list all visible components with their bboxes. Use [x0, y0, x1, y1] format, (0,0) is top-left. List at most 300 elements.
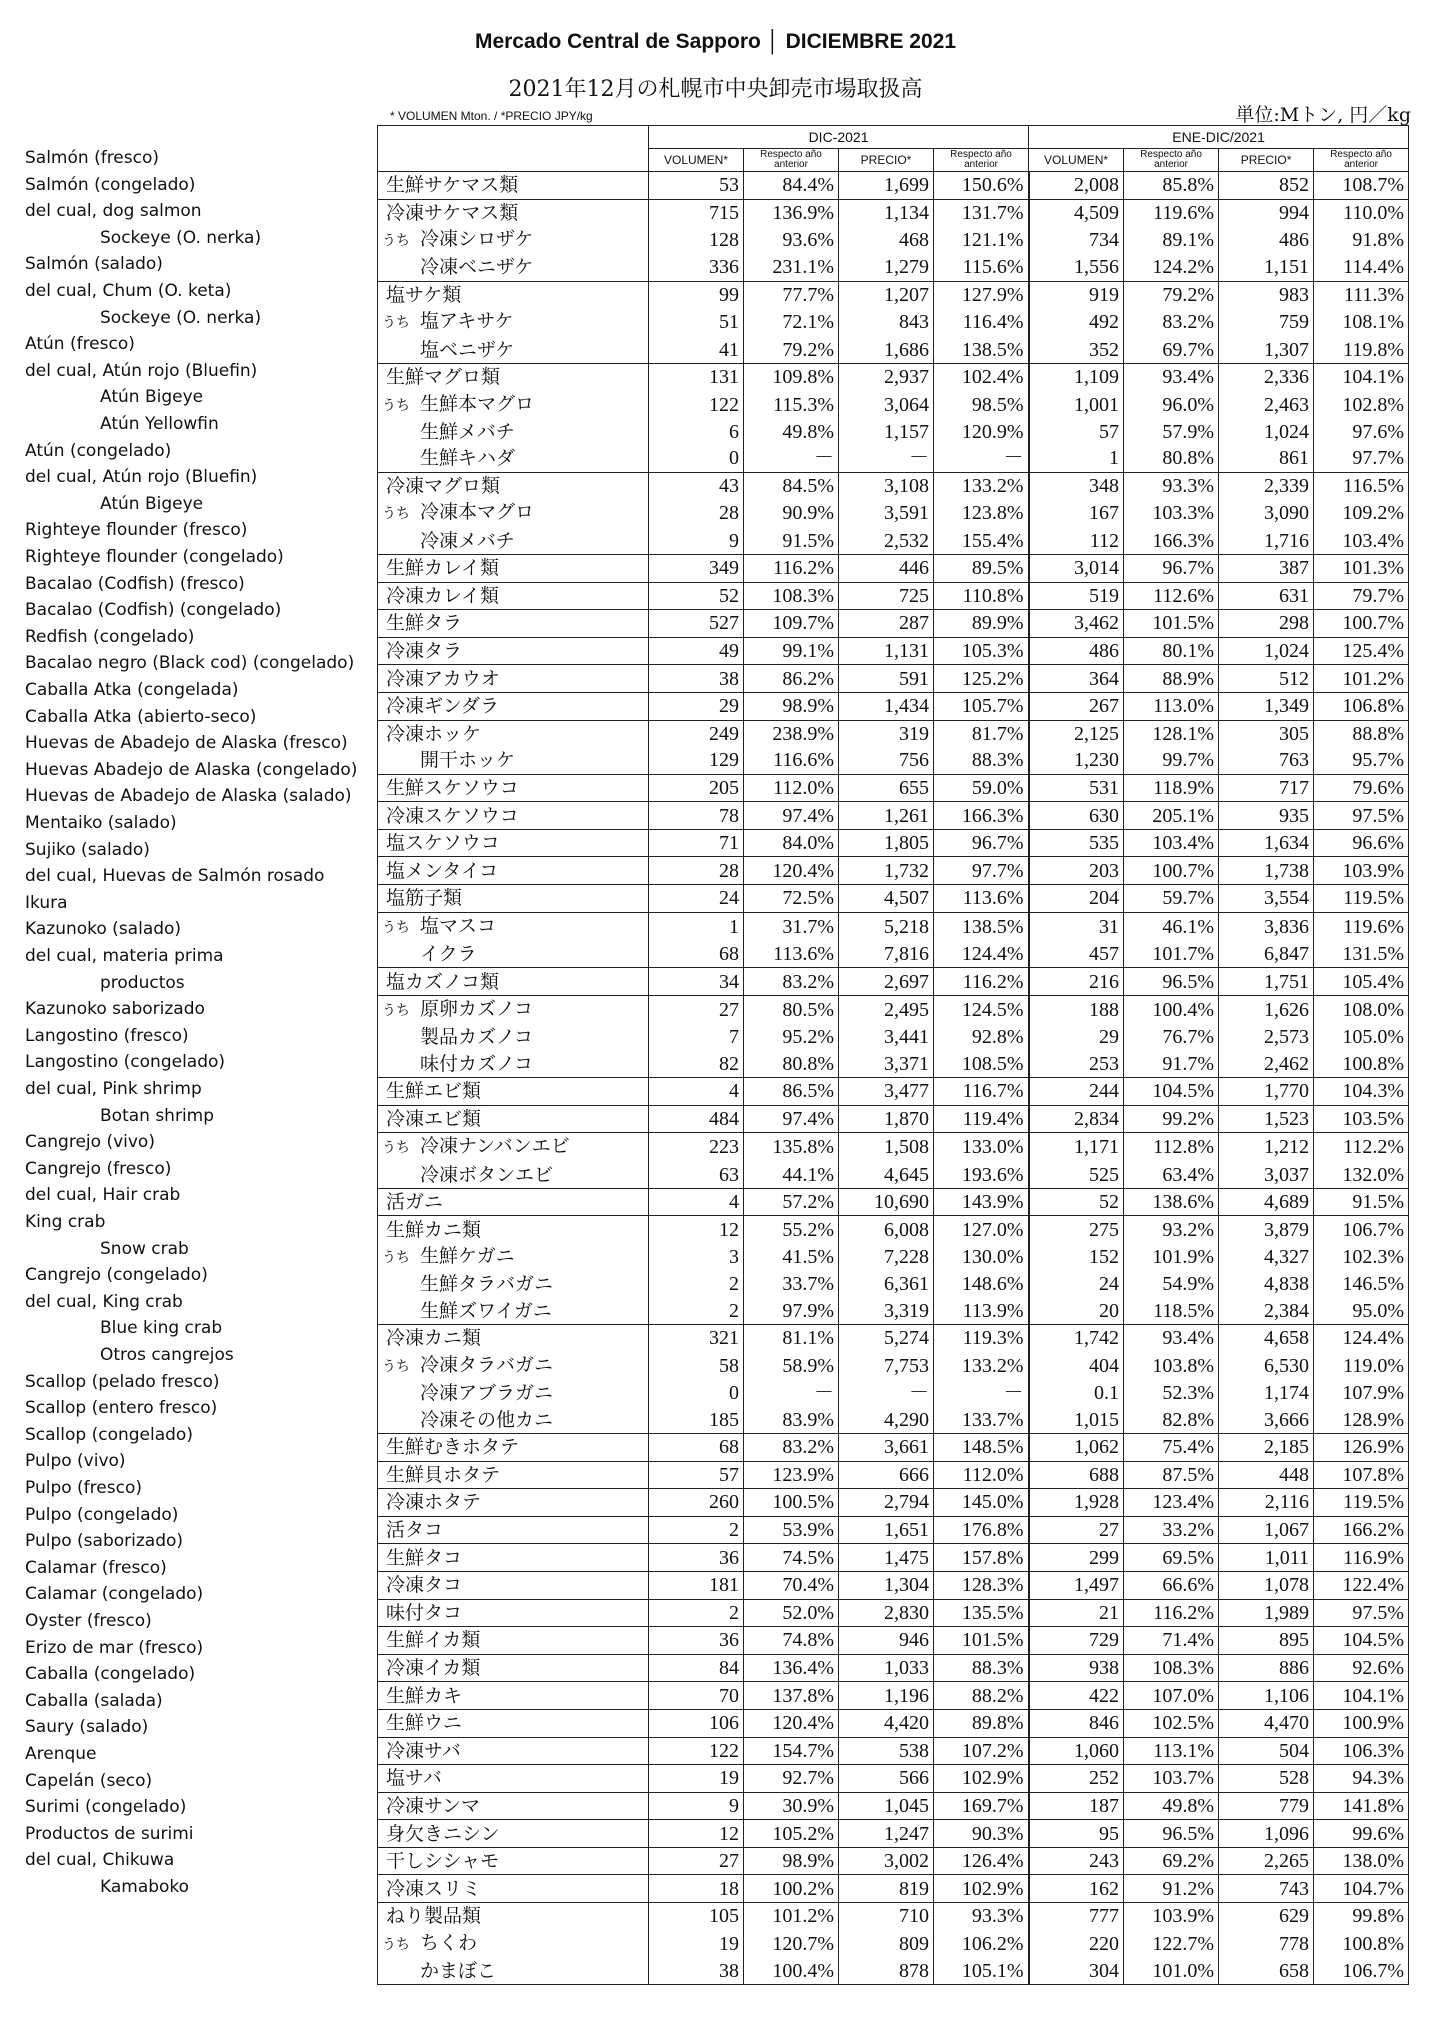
cell-pr2: 119.5% [1314, 1489, 1409, 1517]
cell-r1: 97.4% [744, 802, 839, 830]
cell-v2: 1,015 [1029, 1406, 1124, 1433]
name-jp: 塩アキサケ [420, 310, 514, 333]
name-jp: 生鮮タラバガニ [420, 1273, 554, 1296]
table-row [378, 419, 1409, 446]
cell-v2: 4,509 [1029, 199, 1124, 226]
name-jp: 生鮮サケマス類 [386, 174, 519, 197]
name-jp: 活タコ [386, 1519, 444, 1542]
name-jp: 冷凍タラバガニ [420, 1353, 554, 1376]
product-name-jp [378, 802, 649, 830]
cell-pr1: 105.3% [934, 637, 1029, 665]
table-row [378, 1050, 1409, 1077]
spanish-label: Salmón (congelado) [25, 174, 196, 195]
table-row [378, 1571, 1409, 1599]
cell-v2: 95 [1029, 1820, 1124, 1848]
name-jp: 冷凍エビ類 [386, 1107, 482, 1130]
cell-p1: 1,196 [839, 1682, 934, 1710]
product-name-jp [378, 1380, 649, 1407]
cell-r1: 115.3% [744, 391, 839, 419]
table-row [378, 1875, 1409, 1903]
cell-pr1: 157.8% [934, 1544, 1029, 1572]
cell-pr1: 166.3% [934, 802, 1029, 830]
cell-pr1: 113.9% [934, 1298, 1029, 1325]
table-row [378, 610, 1409, 638]
cell-p1: 591 [839, 665, 934, 693]
cell-r2: 71.4% [1124, 1627, 1219, 1655]
spanish-label: Mentaiko (salado) [25, 813, 177, 833]
name-jp: 身欠きニシン [386, 1822, 500, 1845]
product-name-jp [378, 527, 649, 554]
cell-r1: 83.2% [744, 968, 839, 996]
cell-pr2: 105.4% [1314, 968, 1409, 996]
spanish-label: Caballa Atka (abierto-seco) [25, 706, 257, 727]
table-row [378, 336, 1409, 363]
cell-r1: 100.4% [744, 1958, 839, 1985]
cell-p1: 4,507 [839, 885, 934, 913]
cell-p1: 3,441 [839, 1024, 934, 1051]
cell-p1: 5,274 [839, 1325, 934, 1352]
spanish-label: Ikura [25, 892, 68, 913]
cell-p2: 1,011 [1219, 1544, 1314, 1572]
name-jp: 活ガニ [386, 1191, 444, 1214]
cell-pr2: 109.2% [1314, 499, 1409, 527]
cell-pr1: 115.6% [934, 254, 1029, 281]
product-name-jp [378, 1654, 649, 1682]
name-jp: 生鮮マグロ類 [386, 366, 501, 389]
cell-pr1: 98.5% [934, 391, 1029, 419]
product-name-jp [378, 829, 649, 857]
spanish-label: Sockeye (O. nerka) [100, 307, 262, 328]
cell-v2: 1,171 [1029, 1133, 1124, 1162]
cell-v1: 78 [649, 802, 744, 830]
spanish-label: Atún (fresco) [25, 334, 135, 355]
cell-pr2: 103.4% [1314, 527, 1409, 554]
cell-r2: 82.8% [1124, 1406, 1219, 1433]
cell-p1: 319 [839, 720, 934, 747]
cell-v2: 304 [1029, 1958, 1124, 1985]
cell-v2: 919 [1029, 281, 1124, 308]
name-jp: 生鮮カニ類 [386, 1218, 482, 1241]
spanish-label: Calamar (fresco) [25, 1557, 167, 1578]
cell-pr1: 93.3% [934, 1903, 1029, 1930]
cell-p2: 779 [1219, 1792, 1314, 1820]
spanish-label: Pulpo (congelado) [25, 1504, 179, 1525]
name-jp: 冷凍シロザケ [420, 228, 534, 251]
cell-r1: 109.7% [744, 610, 839, 638]
cell-v1: 106 [649, 1709, 744, 1737]
cell-r2: 101.5% [1124, 610, 1219, 638]
cell-v1: 321 [649, 1325, 744, 1352]
name-jp: 生鮮ズワイガニ [420, 1299, 552, 1322]
cell-v2: 1,060 [1029, 1737, 1124, 1765]
cell-v1: 12 [649, 1216, 744, 1243]
cell-p2: 3,090 [1219, 499, 1314, 527]
cell-v1: 122 [649, 1737, 744, 1765]
name-jp: 冷凍スリミ [386, 1877, 482, 1900]
spanish-label: productos [100, 972, 185, 993]
cell-p2: 1,716 [1219, 527, 1314, 554]
cell-pr2: 102.8% [1314, 391, 1409, 419]
table-row [378, 554, 1409, 582]
cell-pr2: 99.6% [1314, 1820, 1409, 1848]
cell-p2: 1,770 [1219, 1078, 1314, 1106]
cell-r1: 72.5% [744, 885, 839, 913]
spanish-label: Calamar (congelado) [25, 1584, 204, 1605]
cell-p1: 1,699 [839, 172, 934, 200]
cell-r1: 84.4% [744, 172, 839, 200]
table-row [378, 472, 1409, 499]
cell-v1: 24 [649, 885, 744, 913]
cell-pr2: 95.7% [1314, 747, 1409, 774]
cell-r2: 52.3% [1124, 1380, 1219, 1407]
cell-p1: 756 [839, 747, 934, 774]
product-name-jp [378, 172, 649, 200]
table-row [378, 1765, 1409, 1793]
cell-v2: 525 [1029, 1161, 1124, 1188]
cell-pr1: 88.3% [934, 1654, 1029, 1682]
market-volume-table [377, 125, 1409, 1985]
name-jp: 塩ベニザケ [420, 338, 515, 361]
cell-p2: 2,462 [1219, 1050, 1314, 1077]
cell-pr1: 150.6% [934, 172, 1029, 200]
cell-pr2: 108.1% [1314, 308, 1409, 336]
cell-p1: 1,686 [839, 336, 934, 363]
cell-p1: 1,045 [839, 1792, 934, 1820]
cell-r1: 95.2% [744, 1024, 839, 1051]
cell-v2: 152 [1029, 1243, 1124, 1271]
cell-pr2: 105.0% [1314, 1024, 1409, 1051]
cell-p2: 1,738 [1219, 857, 1314, 885]
name-jp: 生鮮ケガニ [420, 1245, 515, 1267]
cell-pr1: 81.7% [934, 720, 1029, 747]
cell-pr1: 128.3% [934, 1571, 1029, 1599]
cell-p2: 3,037 [1219, 1161, 1314, 1188]
name-jp: 冷凍サンマ [386, 1794, 481, 1817]
cell-v2: 1,230 [1029, 747, 1124, 774]
cell-v1: 28 [649, 499, 744, 527]
cell-r2: 103.9% [1124, 1903, 1219, 1930]
cell-p2: 763 [1219, 747, 1314, 774]
cell-p2: 743 [1219, 1875, 1314, 1903]
cell-p2: 994 [1219, 199, 1314, 226]
cell-p2: 2,339 [1219, 472, 1314, 499]
cell-v2: 267 [1029, 692, 1124, 720]
cell-pr1: 123.8% [934, 499, 1029, 527]
cell-v2: 20 [1029, 1298, 1124, 1325]
cell-v1: 0 [649, 445, 744, 472]
cell-p2: 1,078 [1219, 1571, 1314, 1599]
col-respecto-precio-2: Respecto año anterior [1314, 149, 1409, 172]
cell-p1: 1,651 [839, 1516, 934, 1544]
product-name-jp [378, 499, 649, 527]
cell-pr2: 79.7% [1314, 582, 1409, 610]
product-name-jp [378, 1489, 649, 1517]
cell-r2: 96.5% [1124, 1820, 1219, 1848]
product-name-jp [378, 226, 649, 254]
name-jp: 冷凍メバチ [420, 529, 515, 552]
cell-p2: 1,751 [1219, 968, 1314, 996]
cell-p2: 631 [1219, 582, 1314, 610]
cell-p2: 861 [1219, 445, 1314, 472]
cell-v2: 52 [1029, 1188, 1124, 1216]
cell-r1: 33.7% [744, 1271, 839, 1298]
cell-r2: 96.0% [1124, 391, 1219, 419]
cell-pr1: 133.7% [934, 1406, 1029, 1433]
cell-v2: 1,062 [1029, 1433, 1124, 1461]
cell-pr2: 132.0% [1314, 1161, 1409, 1188]
name-jp: 冷凍ホッケ [386, 722, 482, 745]
cell-pr2: 106.3% [1314, 1737, 1409, 1765]
cell-pr2: 104.7% [1314, 1875, 1409, 1903]
cell-p1: 3,371 [839, 1050, 934, 1077]
cell-v1: 49 [649, 637, 744, 665]
cell-r1: 136.9% [744, 199, 839, 226]
cell-v1: 7 [649, 1024, 744, 1051]
cell-r2: 54.9% [1124, 1271, 1219, 1298]
cell-v1: 4 [649, 1188, 744, 1216]
header-blank-2 [378, 149, 649, 172]
cell-p1: 809 [839, 1930, 934, 1958]
cell-pr1: 101.5% [934, 1627, 1029, 1655]
product-name-jp [378, 1352, 649, 1380]
cell-r2: 101.9% [1124, 1243, 1219, 1271]
table-row [378, 1024, 1409, 1051]
cell-r1: 93.6% [744, 226, 839, 254]
product-name-jp [378, 1516, 649, 1544]
cell-p1: 538 [839, 1737, 934, 1765]
report-subtitle-jp: 2021年12月の札幌市中央卸売市場取扱高 [508, 77, 923, 102]
cell-p1: 1,131 [839, 637, 934, 665]
cell-r2: 93.3% [1124, 472, 1219, 499]
cell-p2: 4,470 [1219, 1709, 1314, 1737]
cell-pr2: 100.8% [1314, 1930, 1409, 1958]
cell-r2: 33.2% [1124, 1516, 1219, 1544]
table-row [378, 995, 1409, 1024]
spanish-label: Salmón (fresco) [25, 148, 159, 168]
cell-v1: 715 [649, 199, 744, 226]
cell-r1: 120.4% [744, 857, 839, 885]
cell-v1: 29 [649, 692, 744, 720]
cell-pr2: 100.7% [1314, 610, 1409, 638]
table-row [378, 1325, 1409, 1352]
cell-r1: 97.4% [744, 1105, 839, 1133]
name-jp: 生鮮タコ [386, 1546, 463, 1569]
cell-r1: 105.2% [744, 1820, 839, 1848]
product-name-jp [378, 254, 649, 281]
cell-pr2: 100.9% [1314, 1709, 1409, 1737]
cell-p2: 2,116 [1219, 1489, 1314, 1517]
cell-r1: 100.5% [744, 1489, 839, 1517]
cell-p1: 710 [839, 1903, 934, 1930]
cell-v1: 4 [649, 1078, 744, 1106]
cell-pr2: 110.0% [1314, 199, 1409, 226]
product-name-jp [378, 1903, 649, 1930]
cell-pr2: 104.1% [1314, 363, 1409, 390]
spanish-label: Productos de surimi [25, 1823, 194, 1844]
table-row [378, 1433, 1409, 1461]
cell-v2: 1,109 [1029, 363, 1124, 390]
spanish-label: Surimi (congelado) [25, 1797, 187, 1818]
cell-pr2: 91.8% [1314, 226, 1409, 254]
cell-r1: 84.0% [744, 829, 839, 857]
cell-v1: 527 [649, 610, 744, 638]
cell-p1: 1,732 [839, 857, 934, 885]
cell-p1: 1,157 [839, 419, 934, 446]
cell-r2: 113.1% [1124, 1737, 1219, 1765]
cell-pr2: 116.9% [1314, 1544, 1409, 1572]
cell-pr1: 133.2% [934, 472, 1029, 499]
cell-r2: 85.8% [1124, 172, 1219, 200]
cell-r2: 87.5% [1124, 1461, 1219, 1489]
cell-pr1: 120.9% [934, 419, 1029, 446]
product-name-jp [378, 1709, 649, 1737]
table-row [378, 1105, 1409, 1133]
product-name-jp [378, 1406, 649, 1433]
cell-r2: 75.4% [1124, 1433, 1219, 1461]
name-jp: 冷凍タラ [386, 640, 463, 663]
cell-pr2: 100.8% [1314, 1050, 1409, 1077]
name-jp: 生鮮キハダ [420, 447, 516, 470]
table-row [378, 363, 1409, 390]
product-name-jp [378, 1820, 649, 1848]
cell-r1: 91.5% [744, 527, 839, 554]
cell-r1: － [744, 1380, 839, 1407]
cell-v1: 36 [649, 1627, 744, 1655]
table-row [378, 1243, 1409, 1271]
cell-pr2: 111.3% [1314, 281, 1409, 308]
cell-r1: 44.1% [744, 1161, 839, 1188]
spanish-label: Saury (salado) [25, 1717, 149, 1738]
table-row [378, 665, 1409, 693]
spanish-label: Pulpo (vivo) [25, 1451, 126, 1472]
cell-v1: 2 [649, 1516, 744, 1544]
cell-pr2: 106.7% [1314, 1958, 1409, 1985]
product-name-jp [378, 1161, 649, 1188]
cell-pr1: 133.2% [934, 1352, 1029, 1380]
cell-r2: 80.1% [1124, 637, 1219, 665]
spanish-label: Botan shrimp [100, 1105, 215, 1126]
cell-v1: 38 [649, 665, 744, 693]
cell-p1: 1,134 [839, 199, 934, 226]
cell-v2: 688 [1029, 1461, 1124, 1489]
spanish-label: Langostino (congelado) [25, 1052, 226, 1073]
spanish-label: Snow crab [100, 1238, 189, 1259]
name-jp: 冷凍ギンダラ [386, 695, 500, 718]
cell-v1: 43 [649, 472, 744, 499]
cell-v2: 252 [1029, 1765, 1124, 1793]
cell-r2: 101.0% [1124, 1958, 1219, 1985]
cell-pr1: 90.3% [934, 1820, 1029, 1848]
product-name-jp [378, 665, 649, 693]
cell-pr1: 130.0% [934, 1243, 1029, 1271]
cell-pr1: 119.4% [934, 1105, 1029, 1133]
spanish-label: del cual, materia prima [25, 946, 224, 966]
cell-r2: 66.6% [1124, 1571, 1219, 1599]
spanish-label: Bacalao (Codfish) (congelado) [25, 600, 282, 621]
cell-pr1: 88.3% [934, 747, 1029, 774]
cell-v1: 52 [649, 582, 744, 610]
cell-p2: 629 [1219, 1903, 1314, 1930]
cell-v2: 112 [1029, 527, 1124, 554]
cell-pr2: 97.5% [1314, 1599, 1409, 1627]
cell-v1: 84 [649, 1654, 744, 1682]
cell-r2: 59.7% [1124, 885, 1219, 913]
name-jp: 冷凍サバ [386, 1739, 461, 1762]
table-row [378, 254, 1409, 281]
cell-pr1: 131.7% [934, 199, 1029, 226]
product-name-jp [378, 857, 649, 885]
cell-p1: 4,645 [839, 1161, 934, 1188]
prefix-uchi: うち [382, 506, 410, 523]
cell-pr1: 135.5% [934, 1599, 1029, 1627]
cell-pr1: 127.0% [934, 1216, 1029, 1243]
cell-p2: 1,307 [1219, 336, 1314, 363]
cell-v1: 9 [649, 527, 744, 554]
product-name-jp [378, 637, 649, 665]
group-header-dic: DIC-2021 [649, 126, 1029, 149]
table-row [378, 885, 1409, 913]
cell-p1: 655 [839, 774, 934, 802]
cell-p2: 1,106 [1219, 1682, 1314, 1710]
cell-r2: 124.2% [1124, 254, 1219, 281]
cell-r2: 123.4% [1124, 1489, 1219, 1517]
cell-r1: 98.9% [744, 1847, 839, 1875]
cell-v1: 0 [649, 1380, 744, 1407]
cell-p2: 298 [1219, 610, 1314, 638]
table-row [378, 1654, 1409, 1682]
name-jp: ねり製品類 [386, 1905, 482, 1928]
product-name-jp [378, 1133, 649, 1162]
cell-pr2: 88.8% [1314, 720, 1409, 747]
table-row [378, 281, 1409, 308]
cell-p2: 778 [1219, 1930, 1314, 1958]
cell-v2: 275 [1029, 1216, 1124, 1243]
table-row [378, 1958, 1409, 1985]
cell-pr2: 108.0% [1314, 995, 1409, 1024]
spanish-label: Atún Bigeye [100, 387, 204, 408]
table-row [378, 829, 1409, 857]
cell-r2: 102.5% [1124, 1709, 1219, 1737]
cell-p1: 1,508 [839, 1133, 934, 1162]
cell-r2: 107.0% [1124, 1682, 1219, 1710]
cell-p2: 1,634 [1219, 829, 1314, 857]
cell-p2: 1,626 [1219, 995, 1314, 1024]
cell-r1: 99.1% [744, 637, 839, 665]
table-row [378, 1544, 1409, 1572]
cell-p2: 387 [1219, 554, 1314, 582]
name-jp: 製品カズノコ [420, 1026, 534, 1049]
cell-pr1: 96.7% [934, 829, 1029, 857]
spanish-label: del cual, Chikuwa [25, 1850, 175, 1871]
cell-pr1: 145.0% [934, 1489, 1029, 1517]
cell-v1: 2 [649, 1599, 744, 1627]
prefix-uchi: うち [382, 233, 410, 250]
cell-pr1: － [934, 445, 1029, 472]
cell-pr2: 101.2% [1314, 665, 1409, 693]
cell-pr1: 105.1% [934, 1958, 1029, 1985]
cell-p2: 305 [1219, 720, 1314, 747]
spanish-label: del cual, Atún rojo (Bluefin) [25, 360, 258, 381]
name-jp: 味付タコ [386, 1601, 463, 1624]
cell-pr1: 138.5% [934, 912, 1029, 941]
spanish-label: Righteye flounder (fresco) [25, 520, 248, 541]
cell-r1: 123.9% [744, 1461, 839, 1489]
spanish-label: Scallop (pelado fresco) [25, 1371, 220, 1392]
cell-pr1: 59.0% [934, 774, 1029, 802]
cell-p1: － [839, 1380, 934, 1407]
product-name-jp [378, 995, 649, 1024]
table-row [378, 1406, 1409, 1433]
